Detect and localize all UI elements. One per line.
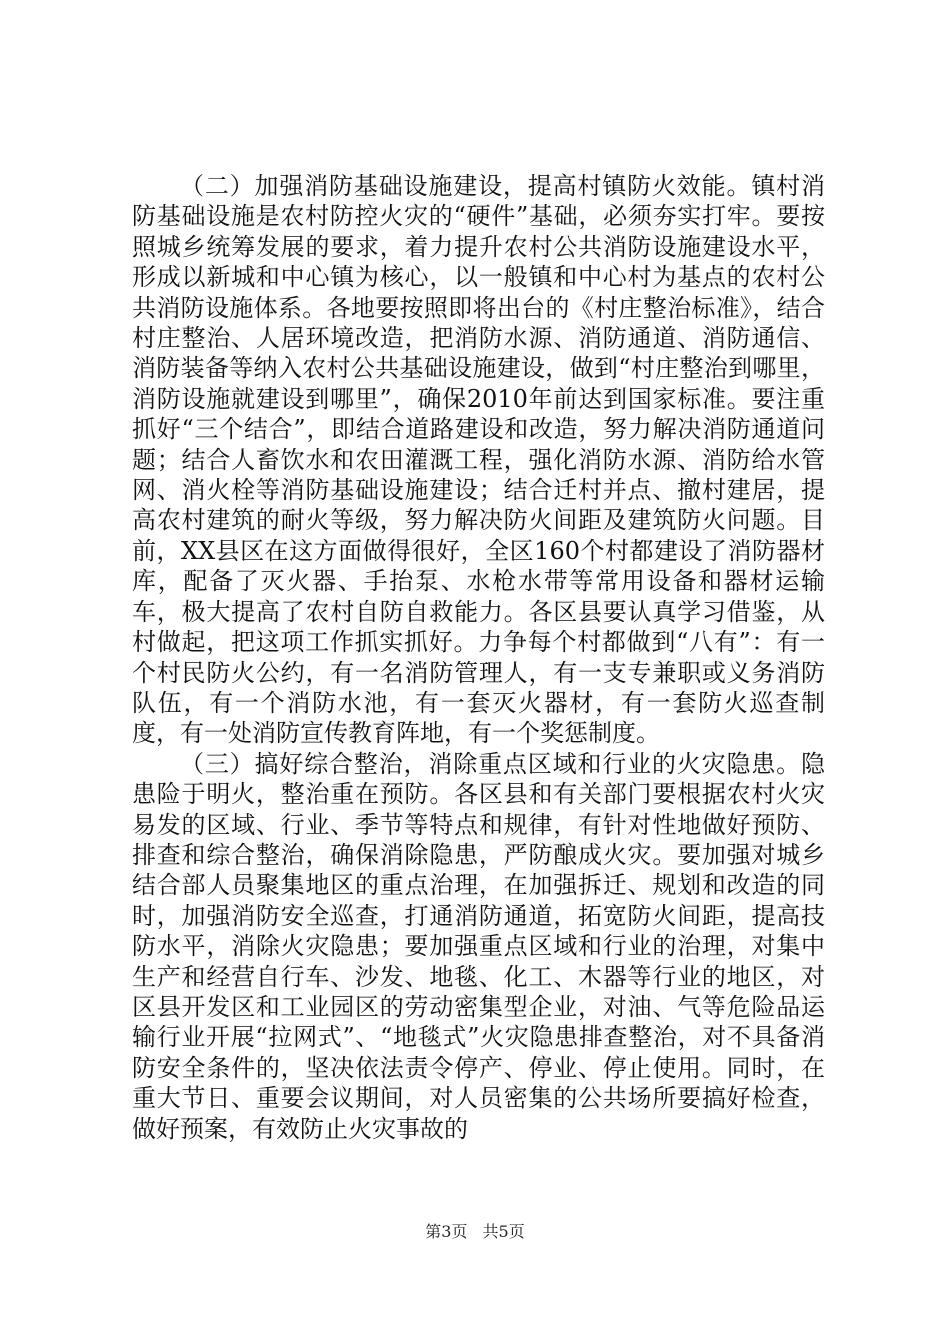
document-body xyxy=(132,171,825,1144)
page-number: 第3页 xyxy=(425,1222,468,1241)
page-footer xyxy=(0,1222,950,1242)
paragraph-three: （三）搞好综合整治，消除重点区域和行业的火灾隐患。隐患险于明火，整治重在预防。各区县和有关部门要根据农村火灾易发的区域、行业、季节等特点和规律，有针对性地做好预防、排查和综合整治，确保消除隐患，严防酿成火灾。要加强对城乡结合部人员聚集地区的重点治理，在加强拆迁、规划和改造的同时，加强消防安全巡查，打通消防通道，拓宽防火间距，提高技防水平，消除火灾隐患；要加强重点区域和行业的治理，对集中生产和经营自行车、沙发、地毯、化工、木器等行业的地区，对区县开发区和工业园区的劳动密集型企业，对油、气等危险品运输行业开展“拉网式”、“地毯式”火灾隐患排查整治，对不具备消防安全条件的，坚决依法责令停产、停业、停止使用。同时，在重大节日、重要会议期间，对人员密集的公共场所要搞好检查，做好预案，有效防止火灾事故的 xyxy=(132,749,825,1143)
page-total: 共5页 xyxy=(482,1222,525,1241)
paragraph-two: （二）加强消防基础设施建设，提高村镇防火效能。镇村消防基础设施是农村防控火灾的“硬件”基础，必须夯实打牢。要按照城乡统筹发展的要求，着力提升农村公共消防设施建设水平，形成以新城和中心镇为核心，以一般镇和中心村为基点的农村公共消防设施体系。各地要按照即将出台的《村庄整治标准》，结合村庄整治、人居环境改造，把消防水源、消防通道、消防通信、消防装备等纳入农村公共基础设施建设，做到“村庄整治到哪里，消防设施就建设到哪里”，确保2010年前达到国家标准。要注重抓好“三个结合”，即结合道路建设和改造，努力解决消防通道问题；结合人畜饮水和农田灌溉工程，强化消防水源、消防给水管网、消火栓等消防基础设施建设；结合迁村并点、撤村建居，提高农村建筑的耐火等级，努力解决防火间距及建筑防火问题。目前，XX县区在这方面做得很好，全区160个村都建设了消防器材库，配备了灭火器、手抬泵、水枪水带等常用设备和器材运输车，极大提高了农村自防自救能力。各区县要认真学习借鉴，从村做起，把这项工作抓实抓好。力争每个村都做到“八有”：有一个村民防火公约，有一名消防管理人，有一支专兼职或义务消防队伍，有一个消防水池，有一套灭火器材，有一套防火巡查制度，有一处消防宣传教育阵地，有一个奖惩制度。 xyxy=(132,172,825,748)
